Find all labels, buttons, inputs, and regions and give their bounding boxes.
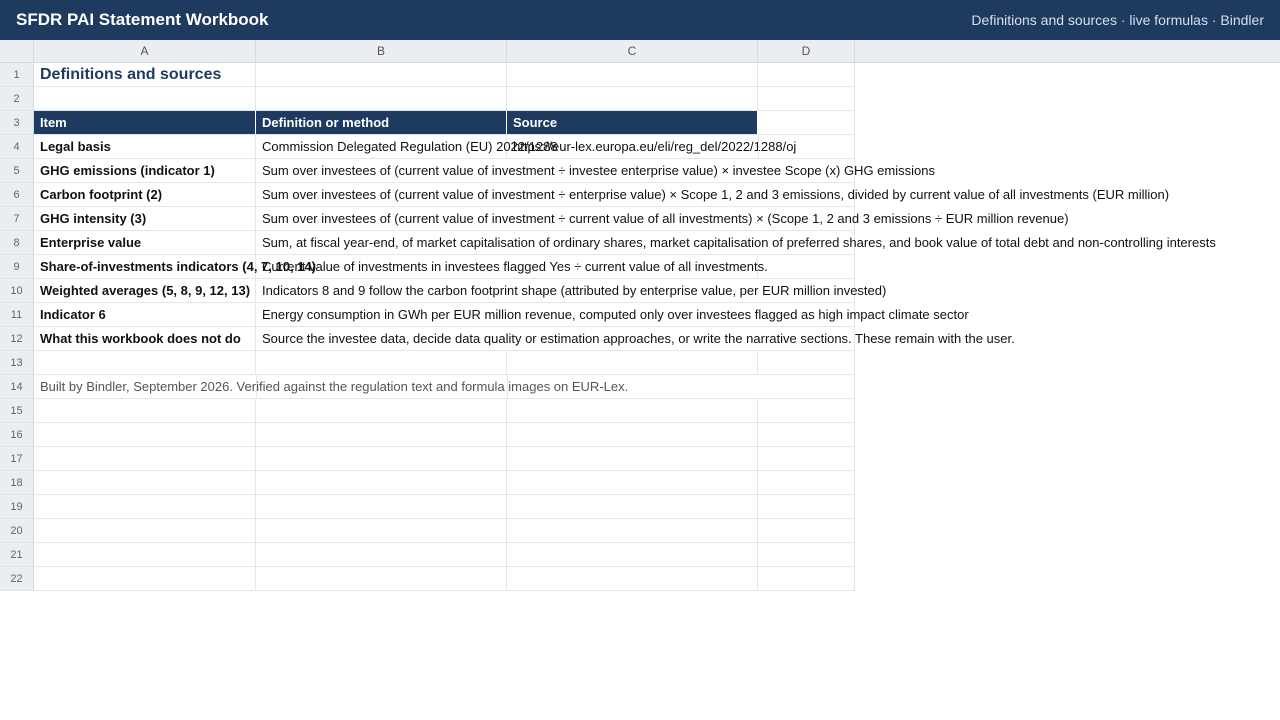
select-all-corner[interactable] [0,40,34,62]
cell[interactable] [256,447,507,471]
item-cell[interactable]: Legal basis [34,135,256,159]
cell[interactable] [34,399,256,423]
table-row [0,303,969,327]
header-definition[interactable]: Definition or method [256,111,507,135]
cell[interactable] [256,423,507,447]
cell[interactable] [758,423,855,447]
row-number[interactable]: 19 [0,495,34,519]
item-cell[interactable]: Weighted averages (5, 8, 9, 12, 13) [34,279,256,303]
cell[interactable] [507,87,758,111]
cell[interactable] [507,543,758,567]
cell[interactable] [256,63,507,87]
sheet-row [0,87,855,111]
item-cell[interactable]: Carbon footprint (2) [34,183,256,207]
cell[interactable] [758,399,855,423]
row-number[interactable]: 9 [0,255,34,279]
cell[interactable] [758,255,855,279]
row-number[interactable]: 18 [0,471,34,495]
sheet-row [0,447,855,471]
sheet-row [0,519,855,543]
sheet-row [0,423,855,447]
definition-cell[interactable]: Indicators 8 and 9 follow the carbon footprint shape (attributed by enterprise value, per EUR million invested) [256,279,855,303]
row-number[interactable]: 4 [0,135,34,159]
sheet-title-cell[interactable]: Definitions and sources [34,63,256,87]
footnote-cell[interactable] [34,375,758,399]
sheet-row [0,495,855,519]
definition-cell[interactable]: Source the investee data, decide data quality or estimation approaches, or write the narrative sections. These remain with the user. [256,327,855,351]
cell[interactable] [758,63,855,87]
row-number[interactable]: 10 [0,279,34,303]
cell[interactable] [256,495,507,519]
row-number[interactable]: 22 [0,567,34,591]
spreadsheet-grid [0,63,1216,591]
cell[interactable] [507,471,758,495]
cell[interactable] [758,471,855,495]
source-cell[interactable]: https://eur-lex.europa.eu/eli/reg_del/2022/1288/oj [507,135,855,159]
row-number[interactable]: 13 [0,351,34,375]
cell[interactable] [34,567,256,591]
app-title: SFDR PAI Statement Workbook [16,10,269,29]
cell[interactable] [256,471,507,495]
cell[interactable] [34,495,256,519]
definition-cell[interactable]: Sum over investees of (current value of investment ÷ current value of all investments) × (Scope 1, 2 and 3 emissions ÷ EUR million revenue) [256,207,855,231]
definition-cell[interactable]: Sum over investees of (current value of investment ÷ enterprise value) × Scope 1, 2 and 3 emissions, divided by current value of all investments (EUR million) [256,183,855,207]
table-row [0,255,855,279]
cell[interactable] [256,519,507,543]
sheet-row [0,375,855,399]
definition-cell[interactable]: Current value of investments in investees flagged Yes ÷ current value of all investments. [256,255,758,279]
sheet-row [0,351,855,375]
app-subtitle: Definitions and sources · live formulas · Bindler [971,12,1264,28]
cell[interactable] [758,567,855,591]
item-cell[interactable]: What this workbook does not do [34,327,256,351]
row-number[interactable]: 6 [0,183,34,207]
cell[interactable] [758,351,855,375]
column-header-a[interactable]: A [34,40,256,62]
table-row [0,159,935,183]
row-number[interactable]: 3 [0,111,34,135]
header-item[interactable]: Item [34,111,256,135]
cell[interactable] [758,111,855,135]
row-number[interactable]: 12 [0,327,34,351]
header-source[interactable]: Source [507,111,758,135]
row-number[interactable]: 1 [0,63,34,87]
definition-cell[interactable]: Energy consumption in GWh per EUR million revenue, computed only over investees flagged as high impact climate sector [256,303,855,327]
definition-cell[interactable]: Commission Delegated Regulation (EU) 2022/1288 [256,135,507,159]
table-row [0,279,887,303]
row-number[interactable]: 16 [0,423,34,447]
row-number[interactable]: 2 [0,87,34,111]
table-header-row [0,111,855,135]
cell[interactable] [34,447,256,471]
cell[interactable] [34,423,256,447]
cell[interactable] [758,495,855,519]
sheet-row [0,399,855,423]
cell[interactable] [507,519,758,543]
item-cell[interactable]: Indicator 6 [34,303,256,327]
cell[interactable] [758,87,855,111]
column-header-b[interactable]: B [256,40,507,62]
cell[interactable] [507,351,758,375]
table-row [0,231,1216,255]
sheet-row [0,63,855,87]
cell[interactable] [507,423,758,447]
title-bar [0,0,1280,40]
item-cell[interactable]: Share-of-investments indicators (4, 7, 10, 14) [34,255,256,279]
column-header-d[interactable]: D [758,40,855,62]
row-number[interactable]: 21 [0,543,34,567]
row-number[interactable]: 7 [0,207,34,231]
footnote-text: Built by Bindler, September 2026. Verified against the regulation text and formula images on EUR-Lex. [40,379,629,394]
row-number[interactable]: 14 [0,375,34,399]
cell[interactable] [256,87,507,111]
cell[interactable] [34,471,256,495]
cell-divider [758,135,855,159]
sheet-row [0,471,855,495]
cell[interactable] [507,447,758,471]
item-cell[interactable]: GHG emissions (indicator 1) [34,159,256,183]
row-number[interactable]: 20 [0,519,34,543]
cell[interactable] [256,567,507,591]
cell[interactable] [34,543,256,567]
cell[interactable] [256,399,507,423]
row-number[interactable]: 15 [0,399,34,423]
definition-cell[interactable]: Sum, at fiscal year-end, of market capitalisation of ordinary shares, market capitalisation of preferred shares, and book value of total debt and non-controlling interests [256,231,855,255]
cell[interactable] [758,519,855,543]
table-row [0,183,1170,207]
sheet-row [0,543,855,567]
cell[interactable] [34,87,256,111]
row-number[interactable]: 11 [0,303,34,327]
item-cell[interactable]: GHG intensity (3) [34,207,256,231]
cell[interactable] [507,495,758,519]
table-row [0,327,1015,351]
cell[interactable] [507,399,758,423]
sheet-row [0,567,855,591]
table-row [0,207,1069,231]
cell[interactable] [758,543,855,567]
column-header-c[interactable]: C [507,40,758,62]
row-number[interactable]: 5 [0,159,34,183]
cell[interactable] [256,543,507,567]
row-number[interactable]: 17 [0,447,34,471]
row-number[interactable]: 8 [0,231,34,255]
cell[interactable] [758,447,855,471]
table-row [0,135,855,159]
cell[interactable] [34,351,256,375]
cell[interactable] [507,63,758,87]
definition-cell[interactable]: Sum over investees of (current value of investment ÷ investee enterprise value) × investee Scope (x) GHG emissions [256,159,855,183]
cell[interactable] [256,351,507,375]
cell[interactable] [34,519,256,543]
item-cell[interactable]: Enterprise value [34,231,256,255]
cell[interactable] [507,567,758,591]
cell[interactable] [758,375,855,399]
column-header-bar [0,40,1280,63]
